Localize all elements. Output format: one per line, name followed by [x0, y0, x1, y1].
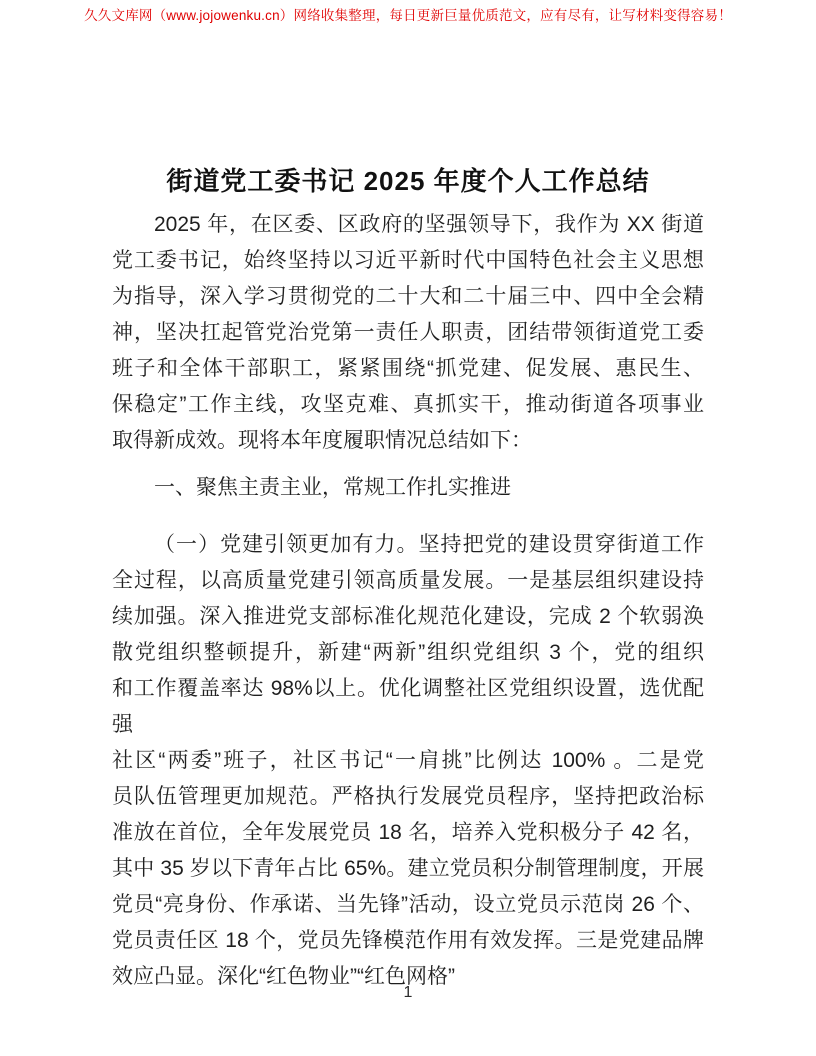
text-line: 社区“两委”班子，社区书记“一肩挑”比例达 100% 。二是党 — [112, 749, 704, 772]
document-title: 街道党工委书记 2025 年度个人工作总结 — [166, 166, 650, 197]
text-line: 2025 年，在区委、区政府的坚强领导下，我作为 XX 街道 — [154, 213, 704, 236]
site-watermark-header: 久久文库网（www.jojowenku.cn）网络收集整理，每日更新巨量优质范文，应有尽有，让写材料变得容易！ — [84, 8, 732, 23]
paragraph-party-building — [112, 527, 704, 995]
text-line: 党员“亮身份、作承诺、当先锋”活动，设立党员示范岗 26 个、 — [112, 893, 704, 916]
section-heading-1: 一、聚焦主责主业，常规工作扎实推进 — [154, 476, 511, 499]
text-line: 党工委书记，始终坚持以习近平新时代中国特色社会主义思想 — [112, 249, 704, 272]
text-line: 效应凸显。深化“红色物业”“红色网格” — [112, 965, 455, 988]
text-line: 取得新成效。现将本年度履职情况总结如下： — [112, 429, 532, 452]
text-line: 保稳定”工作主线，攻坚克难、真抓实干，推动街道各项事业 — [112, 393, 704, 416]
text-line: 神，坚决扛起管党治党第一责任人职责，团结带领街道党工委 — [112, 321, 704, 344]
paragraph-intro — [112, 207, 704, 459]
page-number: 1 — [403, 984, 413, 1001]
text-line: 党员责任区 18 个，党员先锋模范作用有效发挥。三是党建品牌 — [112, 929, 704, 952]
document-body — [112, 207, 704, 995]
text-line: 其中 35 岁以下青年占比 65%。建立党员积分制管理制度，开展 — [112, 857, 704, 880]
text-line: 和工作覆盖率达 98%以上。优化调整社区党组织设置，选优配强 — [112, 677, 704, 736]
text-line: 员队伍管理更加规范。严格执行发展党员程序，坚持把政治标 — [112, 785, 704, 808]
text-line: 续加强。深入推进党支部标准化规范化建设，完成 2 个软弱涣 — [112, 605, 704, 628]
text-line: 班子和全体干部职工，紧紧围绕“抓党建、促发展、惠民生、 — [112, 357, 704, 380]
text-line: 准放在首位，全年发展党员 18 名，培养入党积极分子 42 名， — [112, 821, 704, 844]
text-line: 全过程，以高质量党建引领高质量发展。一是基层组织建设持 — [112, 569, 704, 592]
text-line: 散党组织整顿提升，新建“两新”组织党组织 3 个，党的组织 — [112, 641, 704, 664]
text-line: 为指导，深入学习贯彻党的二十大和二十届三中、四中全会精 — [112, 285, 704, 308]
text-line: （一）党建引领更加有力。坚持把党的建设贯穿街道工作 — [154, 533, 704, 556]
